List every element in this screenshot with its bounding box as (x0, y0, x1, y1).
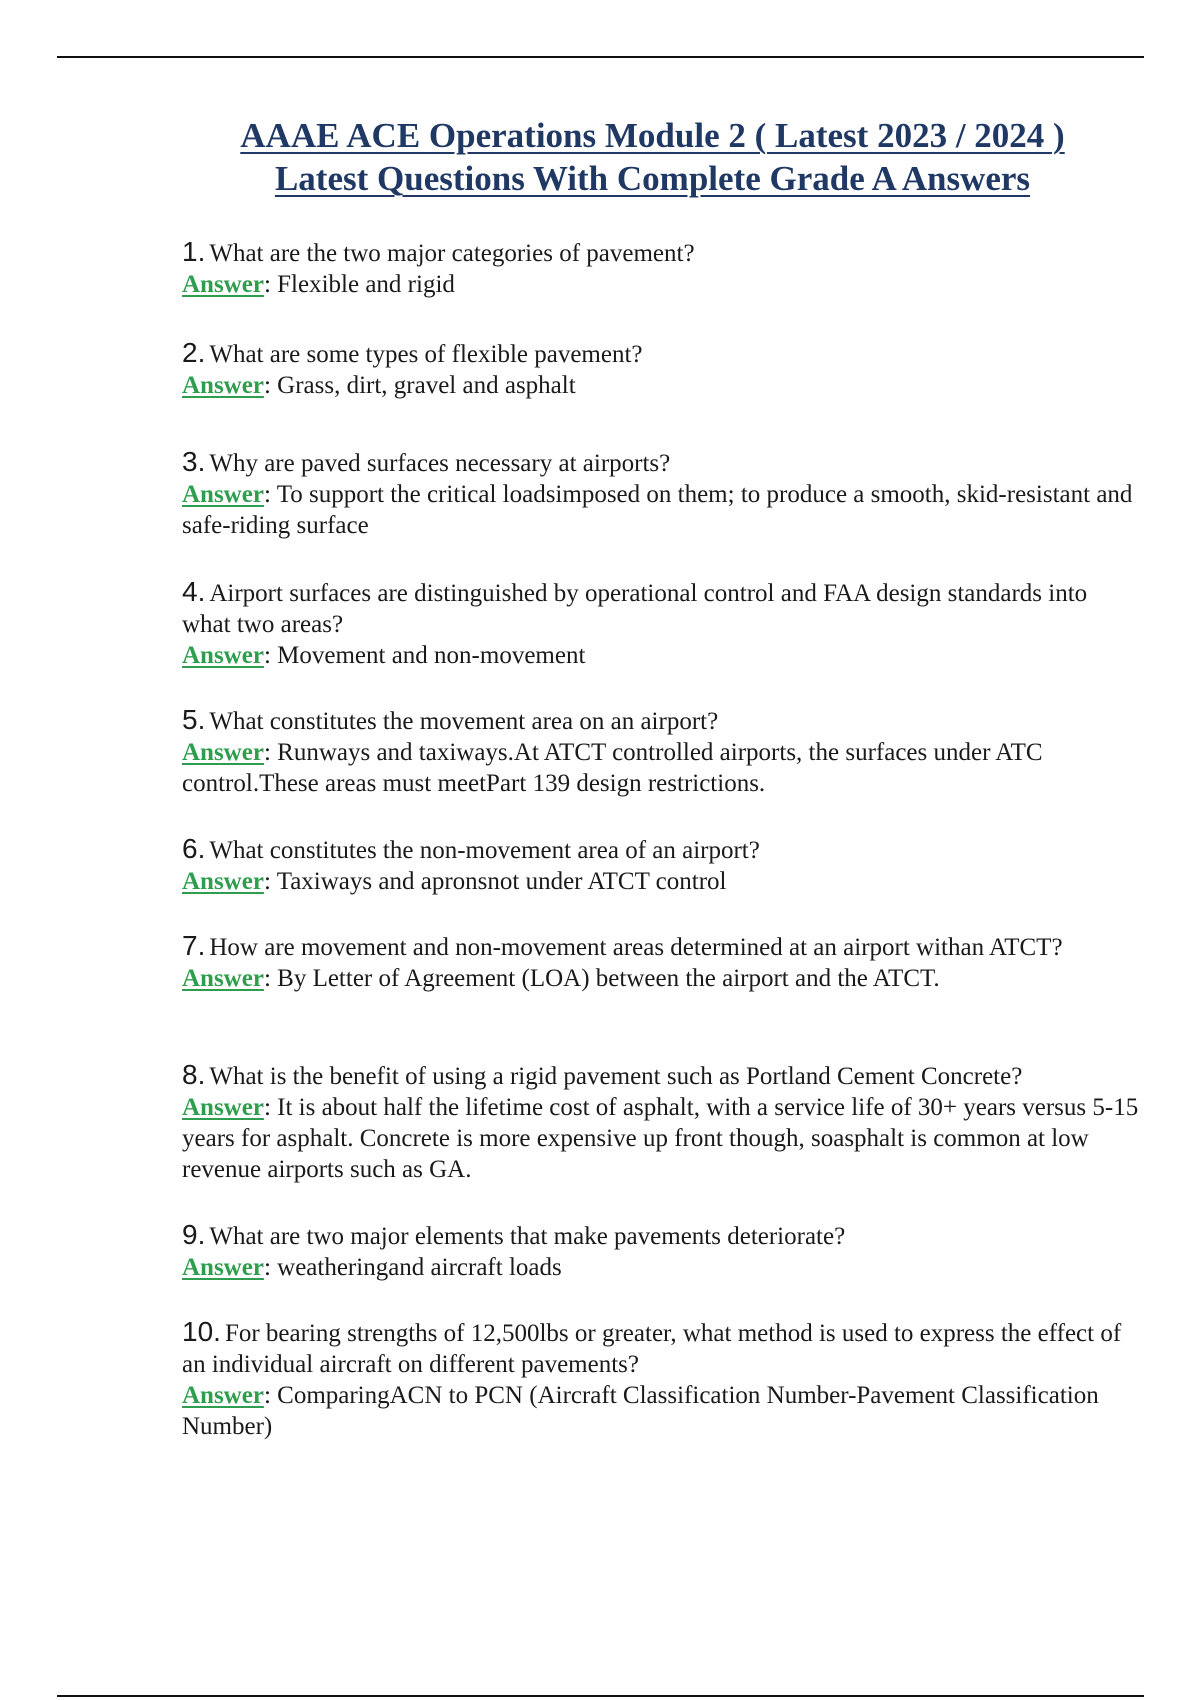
question (182, 833, 1142, 866)
qa-item-9 (182, 1219, 1142, 1283)
title-line-2: Latest Questions With Complete Grade A Answers (274, 159, 1031, 198)
answer-text: Flexible and rigid (277, 271, 455, 298)
answer-text: Runways and taxiways.At ATCT controlled airports, the surfaces under ATC control.These areas must meetPart 139 design restrictions. (182, 739, 1043, 797)
answer-text: It is about half the lifetime cost of asphalt, with a service life of 30+ years versus 5-15 years for asphalt. Concrete is more expensive up front though, soasphalt is common at low revenue airports such as GA. (182, 1094, 1139, 1183)
answer: Answer: weatheringand aircraft loads (182, 1254, 562, 1281)
answer-text: weatheringand aircraft loads (277, 1254, 562, 1281)
answer: Answer: Runways and taxiways.At ATCT controlled airports, the surfaces under ATC control.These areas must meetPart 139 design restrictions. (182, 739, 1043, 797)
qa-item-7 (182, 930, 1142, 994)
question-number: 10. (182, 1316, 221, 1347)
question (182, 704, 1142, 737)
question-text: What is the benefit of using a rigid pavement such as Portland Cement Concrete? (209, 1063, 1023, 1090)
qa-item-4 (182, 576, 1142, 671)
answer: Answer: It is about half the lifetime cost of asphalt, with a service life of 30+ years versus 5-15 years for asphalt. Concrete is more expensive up front though, soasphalt is common at low revenue airports such as GA. (182, 1094, 1139, 1183)
qa-item-10 (182, 1316, 1142, 1442)
page-title (150, 114, 1155, 200)
question-number: 1. (182, 236, 206, 267)
answer-label: Answer (182, 739, 264, 766)
qa-item-1 (182, 236, 1142, 300)
question (182, 930, 1142, 963)
question-text: What are some types of flexible pavement? (209, 341, 643, 368)
answer-text: Taxiways and apronsnot under ATCT control (276, 868, 727, 895)
answer: Answer: ComparingACN to PCN (Aircraft Classification Number-Pavement Classification Number) (182, 1382, 1099, 1440)
answer-label: Answer (182, 1254, 264, 1281)
question-number: 3. (182, 446, 206, 477)
answer-text: By Letter of Agreement (LOA) between the airport and the ATCT. (277, 965, 940, 992)
answer-label: Answer (182, 642, 264, 669)
qa-item-6 (182, 833, 1142, 897)
question (182, 1316, 1142, 1380)
question-number: 4. (182, 576, 206, 607)
question (182, 236, 1142, 269)
answer: Answer: Grass, dirt, gravel and asphalt (182, 372, 576, 399)
question-text: What are two major elements that make pavements deteriorate? (209, 1223, 846, 1250)
bottom-rule (57, 1695, 1144, 1697)
question-text: Airport surfaces are distinguished by operational control and FAA design standards into what two areas? (182, 580, 1088, 638)
answer: Answer: Taxiways and apronsnot under ATCT control (182, 868, 727, 895)
answer-label: Answer (182, 271, 264, 298)
question-text: Why are paved surfaces necessary at airports? (209, 450, 671, 477)
question-number: 5. (182, 704, 206, 735)
title-line-1: AAAE ACE Operations Module 2 ( Latest 2023 / 2024 ) (240, 116, 1065, 155)
answer-label: Answer (182, 1094, 264, 1121)
question-text: How are movement and non-movement areas determined at an airport withan ATCT? (209, 934, 1063, 961)
answer-label: Answer (182, 372, 264, 399)
answer-text: Grass, dirt, gravel and asphalt (277, 372, 576, 399)
answer-text: Movement and non-movement (277, 642, 586, 669)
question (182, 576, 1142, 640)
question-text: What constitutes the movement area on an airport? (209, 708, 719, 735)
qa-item-8 (182, 1059, 1142, 1185)
question-text: For bearing strengths of 12,500lbs or greater, what method is used to express the effect of an individual aircraft on different pavements? (182, 1320, 1122, 1378)
question (182, 1059, 1142, 1092)
question-number: 2. (182, 337, 206, 368)
question-number: 8. (182, 1059, 206, 1090)
answer: Answer: Movement and non-movement (182, 642, 586, 669)
question-text: What are the two major categories of pavement? (209, 240, 695, 267)
top-rule (57, 56, 1144, 58)
question-number: 6. (182, 833, 206, 864)
answer-label: Answer (182, 1382, 264, 1409)
answer-text: To support the critical loadsimposed on them; to produce a smooth, skid-resistant and safe-riding surface (182, 481, 1133, 539)
answer-label: Answer (182, 868, 264, 895)
question (182, 337, 1142, 370)
answer-text: ComparingACN to PCN (Aircraft Classification Number-Pavement Classification Number) (182, 1382, 1099, 1440)
question-number: 7. (182, 930, 206, 961)
answer: Answer: Flexible and rigid (182, 271, 455, 298)
question-number: 9. (182, 1219, 206, 1250)
question-text: What constitutes the non-movement area of an airport? (209, 837, 760, 864)
question (182, 1219, 1142, 1252)
answer: Answer: By Letter of Agreement (LOA) between the airport and the ATCT. (182, 965, 940, 992)
qa-item-5 (182, 704, 1142, 799)
answer: Answer: To support the critical loadsimposed on them; to produce a smooth, skid-resistant and safe-riding surface (182, 481, 1133, 539)
qa-item-3 (182, 446, 1142, 541)
answer-label: Answer (182, 481, 264, 508)
question (182, 446, 1142, 479)
qa-item-2 (182, 337, 1142, 401)
answer-label: Answer (182, 965, 264, 992)
